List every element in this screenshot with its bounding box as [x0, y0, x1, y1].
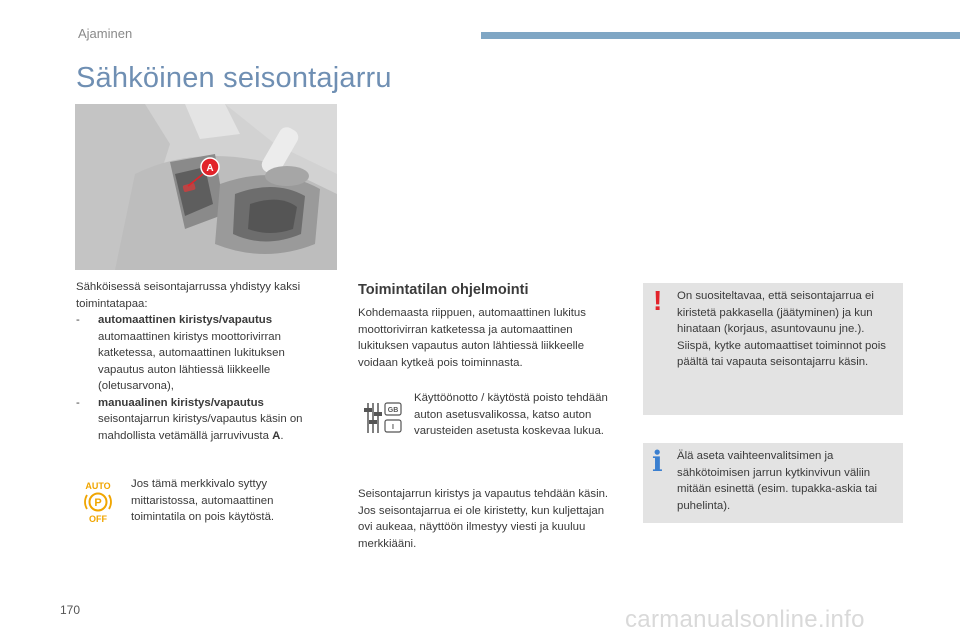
svg-text:AUTO: AUTO	[85, 481, 111, 491]
mode-list	[76, 312, 328, 444]
page-title: Sähköinen seisontajarru	[76, 62, 392, 94]
list-item: - automaattinen kiristys/vapautus automaattinen kiristys moottorivirran katketessa, automaattinen lukituksen vapautus auton lähtiessä liikkeelle (oletusarvona),	[76, 312, 328, 395]
svg-text:GB: GB	[387, 407, 399, 414]
settings-paragraph: Käyttöönotto / käytöstä poisto tehdään auton asetusvalikossa, katso auton varusteiden asetusta koskevaa lukua.	[414, 392, 608, 437]
section-heading: Toimintatilan ohjelmointi	[358, 282, 529, 298]
svg-text:OFF: OFF	[89, 514, 107, 524]
parking-brake-illustration	[75, 104, 337, 270]
console-drawing	[75, 104, 337, 270]
manual-paragraph: Seisontajarrun kiristys ja vapautus tehdään käsin. Jos seisontajarrua ei ole kiristetty, kun kuljettajan ovi aukeaa, näyttöön ilmestyy viesti ja kuuluu merkkiääni.	[358, 488, 609, 550]
programming-paragraph: Kohdemaasta riippuen, automaattinen lukitus moottorivirran katketessa ja automaattinen lukituksen vapautus auton lähtiessä liikkeelle voidaan kytkeä pois toiminnasta.	[358, 307, 586, 369]
info-text: Älä aseta vaihteenvalitsimen ja sähkötoimisen jarrun kytkinvivun väliin mitään esinettä (esim. tupakka-askia tai puhelinta).	[677, 450, 878, 512]
svg-text:I: I	[392, 424, 394, 431]
auto-warning-text: Jos tämä merkkivalo syttyy mittaristossa, automaattinen toimintatila on pois käytöstä.	[131, 478, 275, 523]
exclamation-icon: !	[653, 285, 663, 316]
intro-paragraph: Sähköisessä seisontajarrussa yhdistyy kaksi toimintatapaa:	[76, 281, 301, 310]
page-number: 170	[60, 603, 81, 617]
list-item-title: manuaalinen kiristys/vapautus	[98, 396, 264, 409]
watermark: carmanualsonline.info	[625, 606, 865, 633]
label-a-marker: A	[206, 163, 214, 174]
info-icon: i	[652, 445, 663, 478]
list-item-text: automaattinen kiristys moottorivirran katketessa, automaattinen lukituksen vapautus auton lähtiessä liikkeelle (oletusarvona),	[98, 330, 285, 392]
list-item: - manuaalinen kiristys/vapautus seisontajarrun kiristys/vapautus käsin on mahdollista vetämällä jarruvivusta A.	[76, 395, 328, 445]
svg-text:P: P	[94, 497, 102, 509]
header-accent-bar	[481, 32, 960, 39]
auto-p-off-warning-icon	[80, 480, 116, 524]
settings-sliders-icon	[363, 400, 403, 436]
section-label: Ajaminen	[78, 26, 133, 41]
list-item-title: automaattinen kiristys/vapautus	[98, 314, 273, 326]
list-item-text: seisontajarrun kiristys/vapautus käsin on mahdollista vetämällä jarruvivusta	[98, 413, 303, 442]
warning-text: On suositeltavaa, että seisontajarrua ei kiristetä pakkasella (jäätyminen) ja kun hinataan (korjaus, asuntovaunu jne.). Siispä, kytke automaattiset toiminnot pois päältä tai vapauta seisontajarru käsin.	[677, 290, 886, 368]
